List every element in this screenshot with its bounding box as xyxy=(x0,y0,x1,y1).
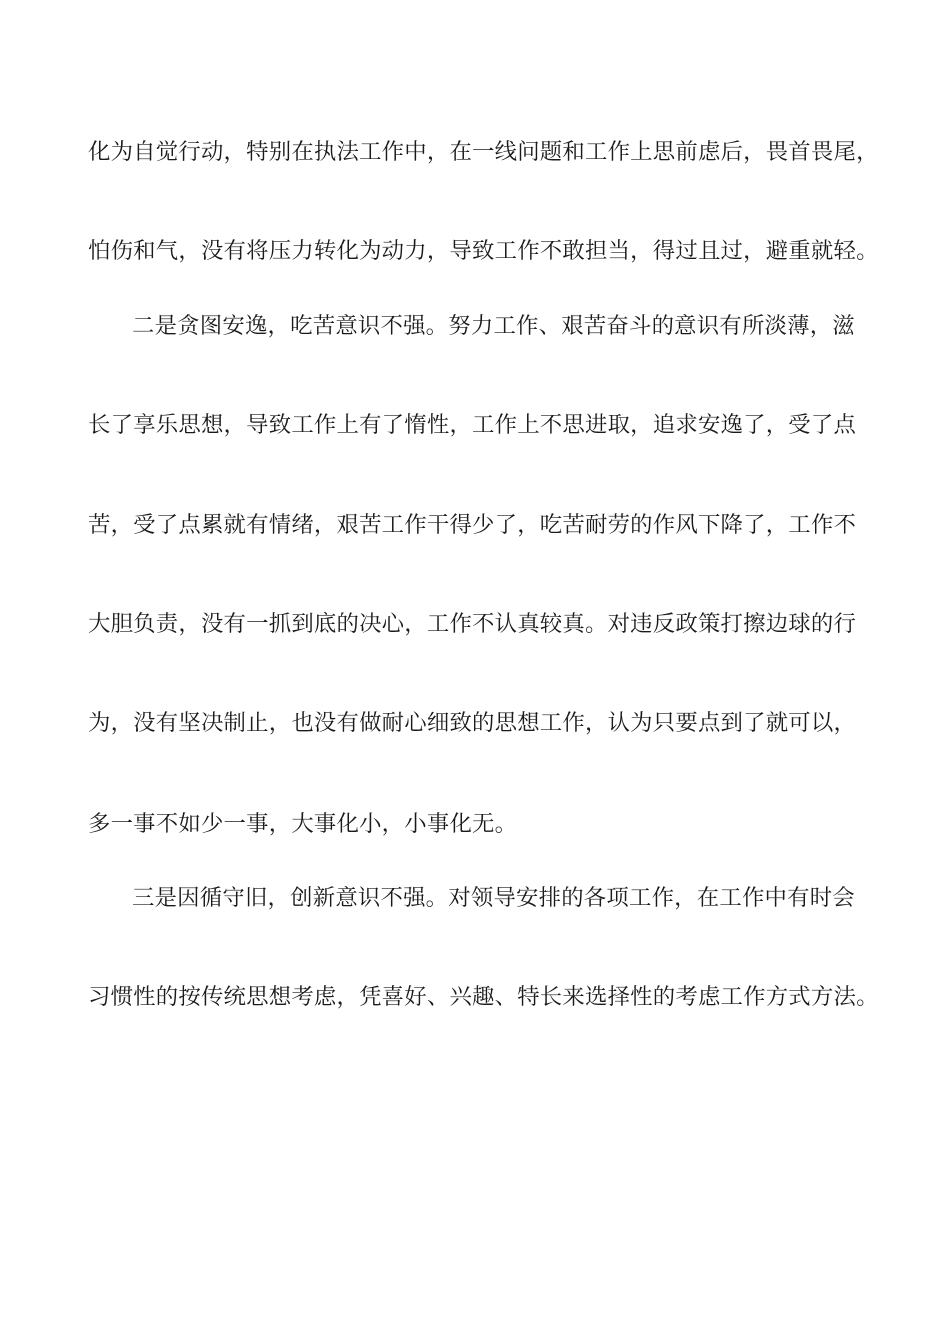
paragraph-line: 长了享乐思想，导致工作上有了惰性，工作上不思进取，追求安逸了，受了点 xyxy=(88,412,857,438)
paragraph-line: 二是贪图安逸，吃苦意识不强。努力工作、艰苦奋斗的意识有所淡薄，滋 xyxy=(132,313,855,339)
paragraph-line: 三是因循守旧，创新意识不强。对领导安排的各项工作，在工作中有时会 xyxy=(132,885,855,911)
paragraph-line: 大胆负责，没有一抓到底的决心，工作不认真较真。对违反政策打擦边球的行 xyxy=(88,611,857,637)
paragraph-line: 习惯性的按传统思想考虑，凭喜好、兴趣、特长来选择性的考虑工作方式方法。 xyxy=(88,984,879,1010)
paragraph-line: 苦，受了点累就有情绪，艰苦工作干得少了，吃苦耐劳的作风下降了，工作不 xyxy=(88,512,857,538)
paragraph-line: 多一事不如少一事，大事化小，小事化无。 xyxy=(88,811,518,837)
paragraph-line: 怕伤和气，没有将压力转化为动力，导致工作不敢担当，得过且过，避重就轻。 xyxy=(88,238,879,264)
paragraph-line: 为，没有坚决制止，也没有做耐心细致的思想工作，认为只要点到了就可以， xyxy=(88,710,857,736)
paragraph-line: 化为自觉行动，特别在执法工作中，在一线问题和工作上思前虑后，畏首畏尾， xyxy=(88,139,879,165)
